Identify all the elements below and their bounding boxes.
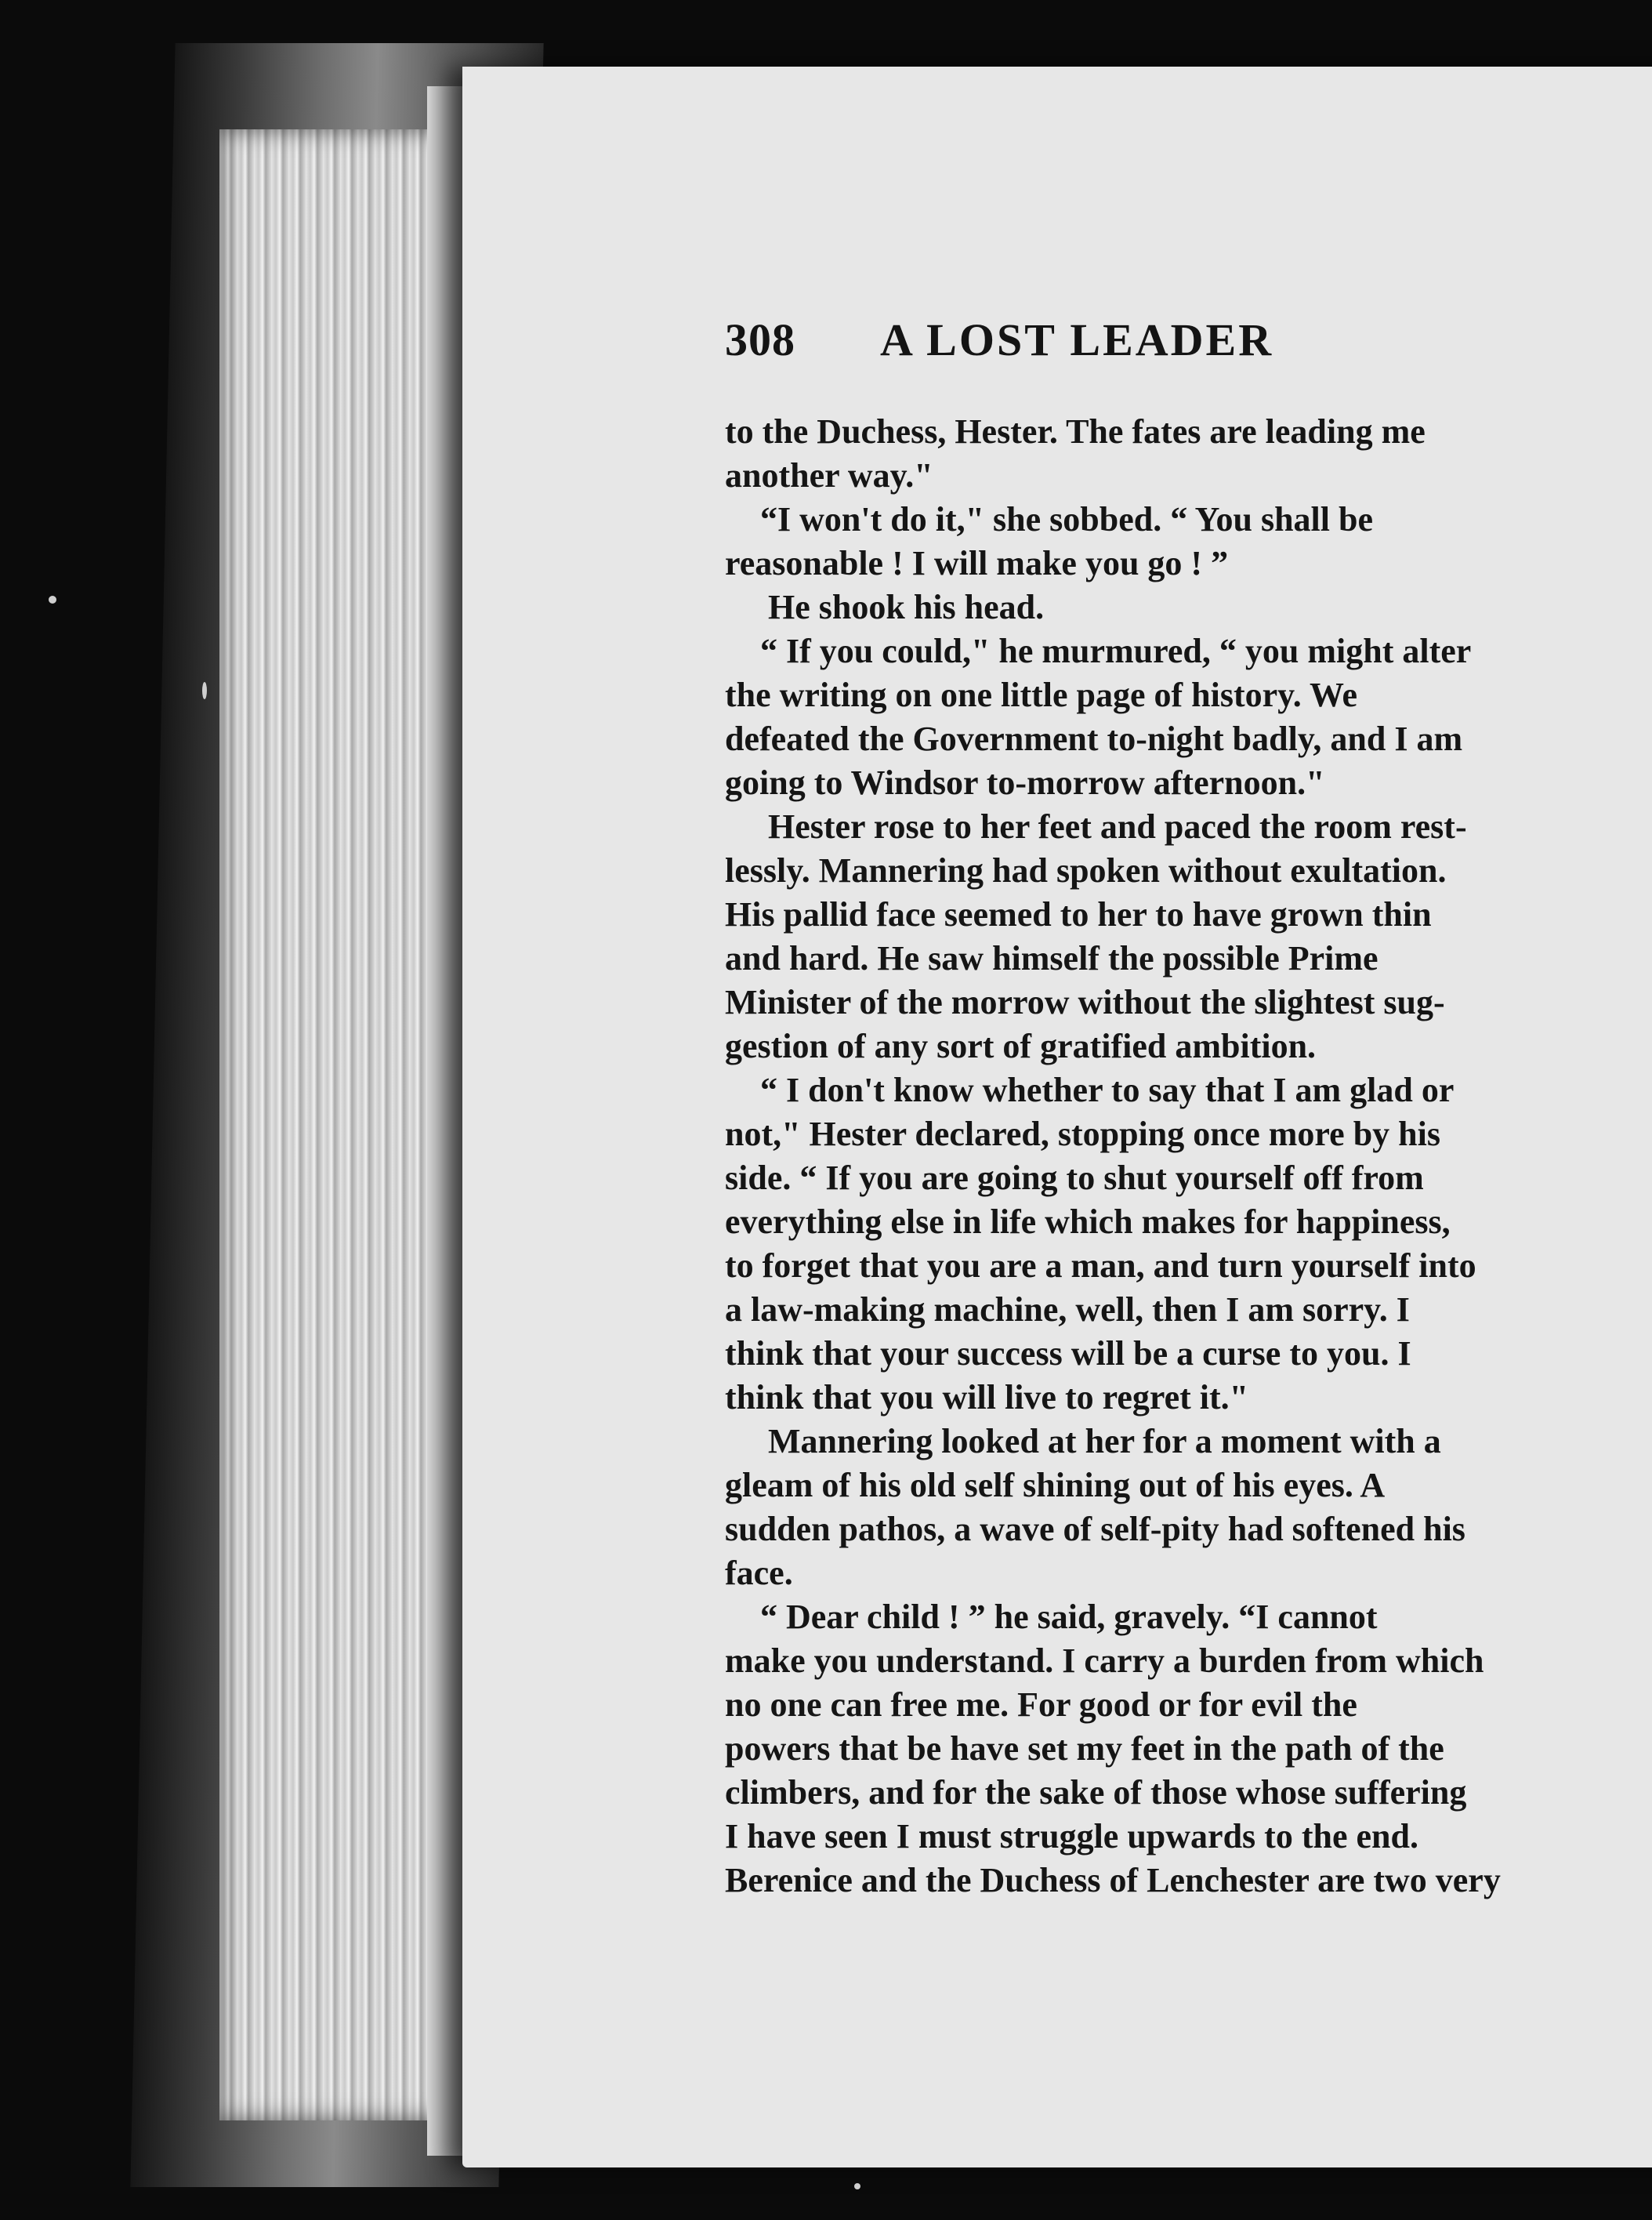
text-line: think that your success will be a curse to you. I bbox=[725, 1334, 1411, 1373]
text-line: Hester rose to her feet and paced the room rest- bbox=[768, 807, 1467, 846]
text-line: gestion of any sort of gratified ambition. bbox=[725, 1027, 1317, 1065]
text-line: “ I don't know whether to say that I am glad or bbox=[760, 1071, 1455, 1109]
page-number: 308 bbox=[725, 314, 795, 365]
text-line: think that you will live to regret it." bbox=[725, 1378, 1249, 1417]
text-line: not," Hester declared, stopping once more by his bbox=[725, 1115, 1440, 1153]
text-line: gleam of his old self shining out of his eyes. A bbox=[725, 1466, 1386, 1504]
text-line: another way." bbox=[725, 456, 933, 495]
text-line: Berenice and the Duchess of Lenchester are two very bbox=[725, 1861, 1501, 1899]
text-line: His pallid face seemed to her to have grown thin bbox=[725, 895, 1432, 934]
text-line: make you understand. I carry a burden from which bbox=[725, 1641, 1484, 1680]
text-line: to the Duchess, Hester. The fates are leading me bbox=[725, 412, 1426, 451]
text-line: I have seen I must struggle upwards to the end. bbox=[725, 1817, 1418, 1855]
text-line: “ If you could," he murmured, “ you might alter bbox=[760, 632, 1472, 670]
text-line: defeated the Government to-night badly, and I am bbox=[725, 720, 1463, 758]
text-line: climbers, and for the sake of those whose suffering bbox=[725, 1773, 1467, 1812]
text-line: no one can free me. For good or for evil the bbox=[725, 1685, 1357, 1724]
dust-speck bbox=[854, 2183, 860, 2189]
text-line: and hard. He saw himself the possible Prime bbox=[725, 939, 1378, 978]
text-line: the writing on one little page of history. We bbox=[725, 676, 1358, 714]
running-head bbox=[725, 314, 1652, 366]
text-line: going to Windsor to-morrow afternoon." bbox=[725, 764, 1325, 802]
text-line: face. bbox=[725, 1554, 793, 1592]
text-line: He shook his head. bbox=[768, 588, 1045, 626]
book-title: A LOST LEADER bbox=[880, 314, 1274, 365]
text-line: “ Dear child ! ” he said, gravely. “I cannot bbox=[760, 1598, 1378, 1636]
dust-speck bbox=[49, 596, 56, 604]
text-line: powers that be have set my feet in the path of the bbox=[725, 1729, 1444, 1768]
text-line: Mannering looked at her for a moment with a bbox=[768, 1422, 1441, 1460]
text-line: Minister of the morrow without the slightest sug- bbox=[725, 983, 1445, 1021]
text-line: a law-making machine, well, then I am sorry. I bbox=[725, 1290, 1410, 1329]
dust-speck bbox=[202, 682, 207, 699]
text-line: “I won't do it," she sobbed. “ You shall be bbox=[760, 500, 1373, 539]
text-line: lessly. Mannering had spoken without exultation. bbox=[725, 851, 1447, 890]
text-line: to forget that you are a man, and turn yourself into bbox=[725, 1246, 1476, 1285]
text-line: reasonable ! I will make you go ! ” bbox=[725, 544, 1229, 582]
text-line: side. “ If you are going to shut yourself off from bbox=[725, 1159, 1424, 1197]
text-line: sudden pathos, a wave of self-pity had softened his bbox=[725, 1510, 1465, 1548]
text-line: everything else in life which makes for happiness, bbox=[725, 1202, 1451, 1241]
